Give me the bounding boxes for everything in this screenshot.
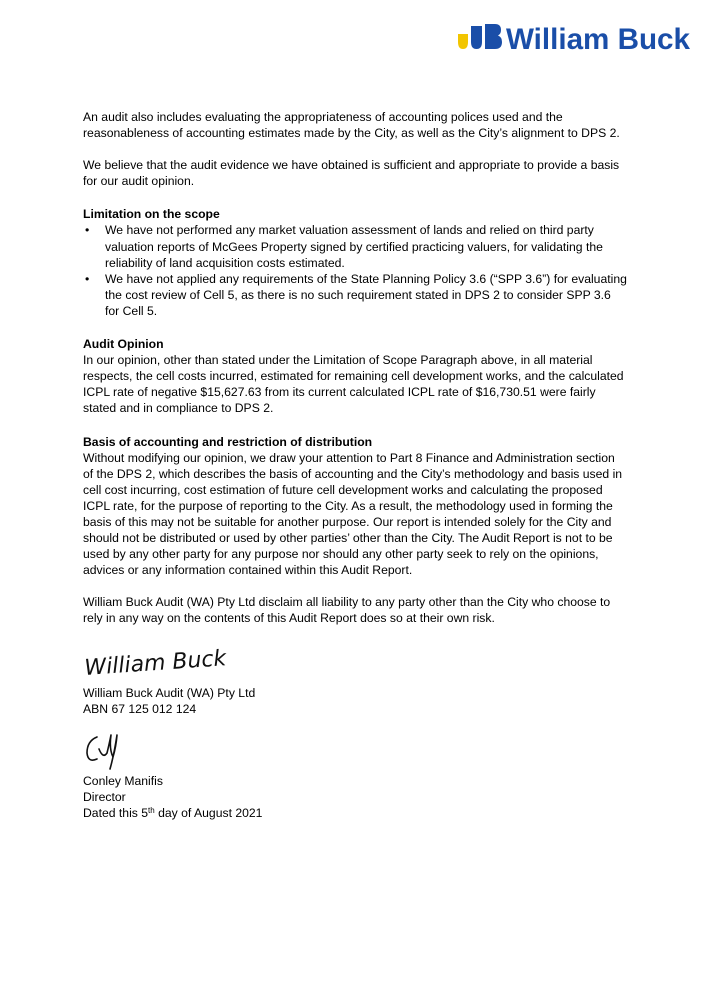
basis-heading: Basis of accounting and restriction of distribution — [83, 434, 373, 449]
limitation-section — [83, 206, 628, 319]
limitation-item-text: We have not applied any requirements of the State Planning Policy 3.6 (“SPP 3.6”) for evaluating the cost review of Cell 5, as there is no such requirement stated in DPS 2 to consider SPP 3.6 for Cell 5. — [105, 271, 627, 318]
evidence-paragraph: We believe that the audit evidence we have obtained is sufficient and appropriate to provide a basis for our audit opinion. — [83, 158, 620, 189]
opinion-heading: Audit Opinion — [83, 337, 164, 352]
opinion-paragraph: In our opinion, other than stated under the Limitation of Scope Paragraph above, in all material respects, the cell costs incurred, estimated for remaining cell development works, and the calculated ICPL rate of negative $15,627.63 from its current calculated ICPL rate of $16,730.51 were fairly stated and in compliance to DPS 2. — [83, 353, 624, 416]
firm-signature — [83, 637, 628, 685]
william-buck-logo — [457, 20, 693, 54]
evaluation-paragraph: An audit also includes evaluating the appropriateness of accounting polices used and the reasonableness of accounting estimates made by the City, as well as the City’s alignment to DPS 2. — [83, 110, 620, 141]
list-item — [83, 271, 628, 319]
limitation-heading: Limitation on the scope — [83, 207, 220, 222]
bullet-icon: • — [85, 271, 90, 286]
director-signature-graphic — [83, 725, 143, 773]
bullet-icon: • — [85, 223, 90, 238]
limitation-item-text: We have not performed any market valuation assessment of lands and relied on third party valuation reports of McGees Property signed by certified practicing valuers, for validating the reliability of land acquisition costs estimated. — [105, 223, 603, 270]
firm-abn: ABN 67 125 012 124 — [83, 701, 197, 716]
basis-paragraph: Without modifying our opinion, we draw your attention to Part 8 Finance and Administration section of the DPS 2, which describes the basis of accounting and the City’s methodology and basis used in cell cost incurring, cost estimation of future cell development works and calculating the proposed ICPL rate, for the purpose of reporting to the City. As a result, the methodology used in forming the basis of this may not be suitable for another purpose. Our report is intended solely for the City and should not be distributed or used by other parties’ other than the City. The Audit Report is not to be used by any other party for any purpose nor should any other party seek to rely on the opinions, advices or any information contained within this Audit Report. — [83, 450, 623, 578]
brand-name: William Buck — [506, 23, 691, 56]
firm-signature-graphic — [83, 637, 228, 685]
director-name: Conley Manifis — [83, 773, 163, 788]
list-item — [83, 222, 628, 270]
director-title: Director — [83, 789, 126, 804]
date-line: Dated this 5th day of August 2021 — [83, 805, 263, 820]
basis-section — [83, 434, 628, 579]
svg-text:William Buck: William Buck — [83, 645, 228, 681]
opinion-section — [83, 336, 628, 416]
limitation-list — [83, 222, 628, 319]
firm-name: William Buck Audit (WA) Pty Ltd — [83, 685, 256, 700]
logo-mark-icon — [457, 20, 693, 54]
report-body — [83, 109, 628, 821]
disclaimer-paragraph: William Buck Audit (WA) Pty Ltd disclaim all liability to any party other than the City who choose to rely in any way on the contents of this Audit Report does so at their own risk. — [83, 595, 611, 626]
director-signature — [83, 725, 628, 773]
